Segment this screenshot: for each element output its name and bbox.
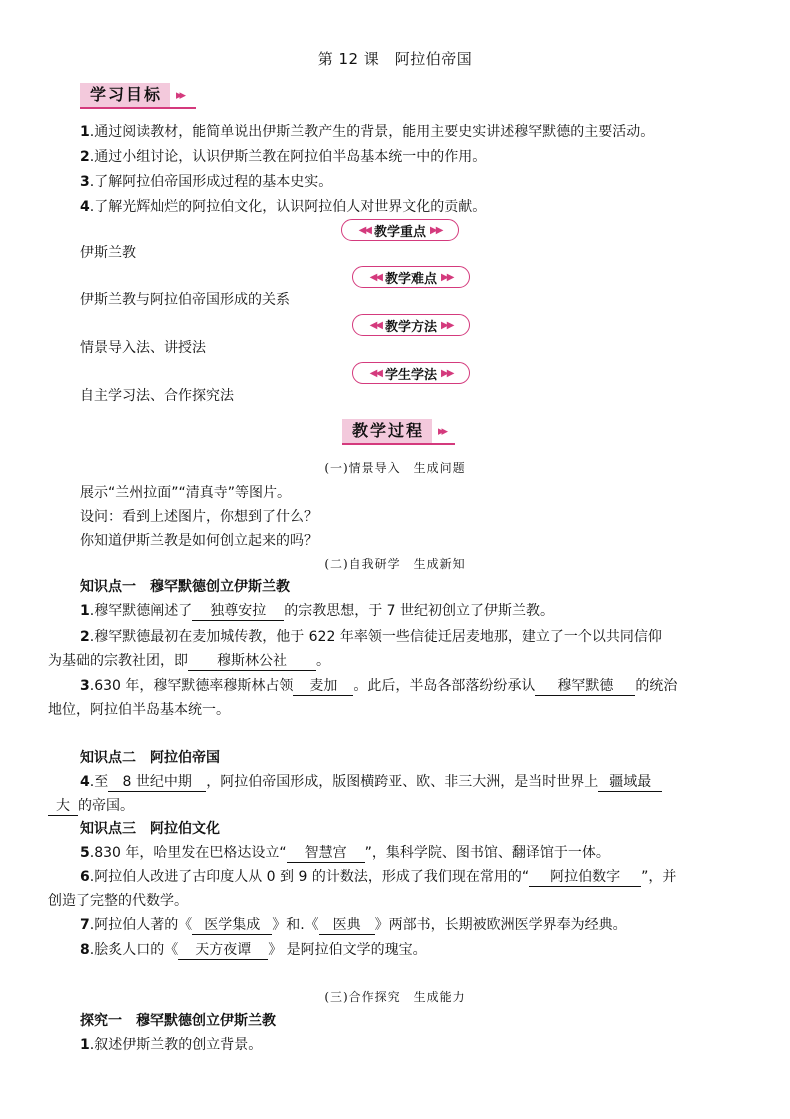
left-arrows-icon: ◀◀: [358, 224, 370, 236]
question-4-line1: 4.至 8 世纪中期 ，阿拉伯帝国形成，版图横跨亚、欧、非三大洲，是当时世界上 疆域最: [80, 772, 662, 792]
study-label: 学生学法: [384, 367, 437, 383]
double-arrow-icon: ▸▸: [432, 419, 455, 445]
question-3-line1: 3.630 年，穆罕默德率穆斯林占领 麦加 。此后，半岛各部落纷纷承认 穆罕默德 的统治: [80, 678, 678, 694]
lesson-title: 第 12 课 阿拉伯帝国: [317, 50, 473, 68]
objective-item: 4.了解光辉灿烂的阿拉伯文化，认识阿拉伯人对世界文化的贡献。: [80, 199, 487, 215]
k3-title: 知识点三 阿拉伯文化: [80, 821, 220, 837]
left-arrows-icon: ◀◀: [369, 367, 381, 379]
difficulty-content: 伊斯兰教与阿拉伯帝国形成的关系: [80, 292, 290, 308]
key-point-content: 伊斯兰教: [80, 245, 136, 261]
part1-title: (一)情景导入 生成问题: [324, 461, 466, 475]
answer-blank: 医学集成: [192, 917, 272, 935]
study-pill: [352, 362, 470, 384]
answer-blank: 8 世纪中期: [108, 774, 206, 792]
answer-blank: 医典: [319, 917, 375, 935]
answer-blank: 智慧宫: [287, 845, 365, 863]
explore1-title: 探究一 穆罕默德创立伊斯兰教: [80, 1013, 276, 1029]
difficulty-pill: [352, 266, 470, 288]
answer-blank: 阿拉伯数字: [529, 869, 641, 887]
right-arrows-icon: ▶▶: [430, 224, 442, 236]
part1-line: 你知道伊斯兰教是如何创立起来的吗？: [80, 533, 318, 549]
answer-blank: 麦加: [293, 678, 353, 696]
objectives-heading-label: 学习目标: [80, 83, 170, 109]
right-arrows-icon: ▶▶: [441, 319, 453, 331]
question-8: 8.脍炙人口的《 天方夜谭 》 是阿拉伯文学的瑰宝。: [80, 942, 427, 958]
part2-title: (二)自我研学 生成新知: [324, 557, 466, 571]
part1-line: 展示“兰州拉面”“清真寺”等图片。: [80, 485, 292, 501]
question-6-line1: 6.阿拉伯人改进了古印度人从 0 到 9 的计数法，形成了我们现在常用的“ 阿拉伯数字 ”，并: [80, 869, 677, 885]
answer-blank: 穆斯林公社: [188, 653, 316, 671]
method-label: 教学方法: [384, 319, 437, 335]
answer-blank: 大: [48, 798, 78, 816]
objective-item: 3.了解阿拉伯帝国形成过程的基本史实。: [80, 174, 333, 190]
right-arrows-icon: ▶▶: [441, 271, 453, 283]
question-2-line2: 为基础的宗教社团，即 穆斯林公社 。: [48, 653, 330, 669]
right-arrows-icon: ▶▶: [441, 367, 453, 379]
question-7: 7.阿拉伯人著的《 医学集成 》和.《 医典 》两部书，长期被欧洲医学界奉为经典。: [80, 917, 627, 933]
answer-blank: 独尊安拉: [192, 603, 284, 621]
question-1: 1.穆罕默德阐述了 独尊安拉 的宗教思想，于 7 世纪初创立了伊斯兰教。: [80, 603, 555, 619]
method-content: 情景导入法、讲授法: [80, 340, 206, 356]
explore-question-1: 1.叙述伊斯兰教的创立背景。: [80, 1037, 263, 1053]
key-point-label: 教学重点: [373, 224, 426, 240]
objective-item: 2.通过小组讨论，认识伊斯兰教在阿拉伯半岛基本统一中的作用。: [80, 149, 487, 165]
left-arrows-icon: ◀◀: [369, 319, 381, 331]
k1-title: 知识点一 穆罕默德创立伊斯兰教: [80, 579, 290, 595]
question-5: 5.830 年，哈里发在巴格达设立“ 智慧宫 ”，集科学院、图书馆、翻译馆于一体。: [80, 845, 610, 861]
method-pill: [352, 314, 470, 336]
answer-blank: 疆域最: [598, 774, 662, 792]
question-3-line2: 地位，阿拉伯半岛基本统一。: [48, 702, 230, 718]
double-arrow-icon: ▸▸: [170, 83, 196, 109]
objectives-heading: [80, 84, 196, 108]
process-heading-label: 教学过程: [342, 419, 432, 445]
question-4-line2: 大 的帝国。: [48, 796, 134, 816]
k2-title: 知识点二 阿拉伯帝国: [80, 750, 220, 766]
difficulty-label: 教学难点: [384, 271, 437, 287]
objective-item: 1.通过阅读教材，能简单说出伊斯兰教产生的背景，能用主要史实讲述穆罕默德的主要活动。: [80, 124, 655, 140]
part3-title: (三)合作探究 生成能力: [324, 990, 466, 1004]
study-content: 自主学习法、合作探究法: [80, 388, 234, 404]
question-2-line1: 2.穆罕默德最初在麦加城传教，他于 622 年率领一些信徒迁居麦地那，建立了一个以共同信仰: [80, 629, 662, 645]
answer-blank: 穆罕默德: [535, 678, 635, 696]
question-6-line2: 创造了完整的代数学。: [48, 893, 188, 909]
part1-line: 设问：看到上述图片，你想到了什么？: [80, 509, 318, 525]
key-point-pill: [341, 219, 459, 241]
process-heading: [342, 420, 455, 444]
left-arrows-icon: ◀◀: [369, 271, 381, 283]
answer-blank: 天方夜谭: [178, 942, 268, 960]
